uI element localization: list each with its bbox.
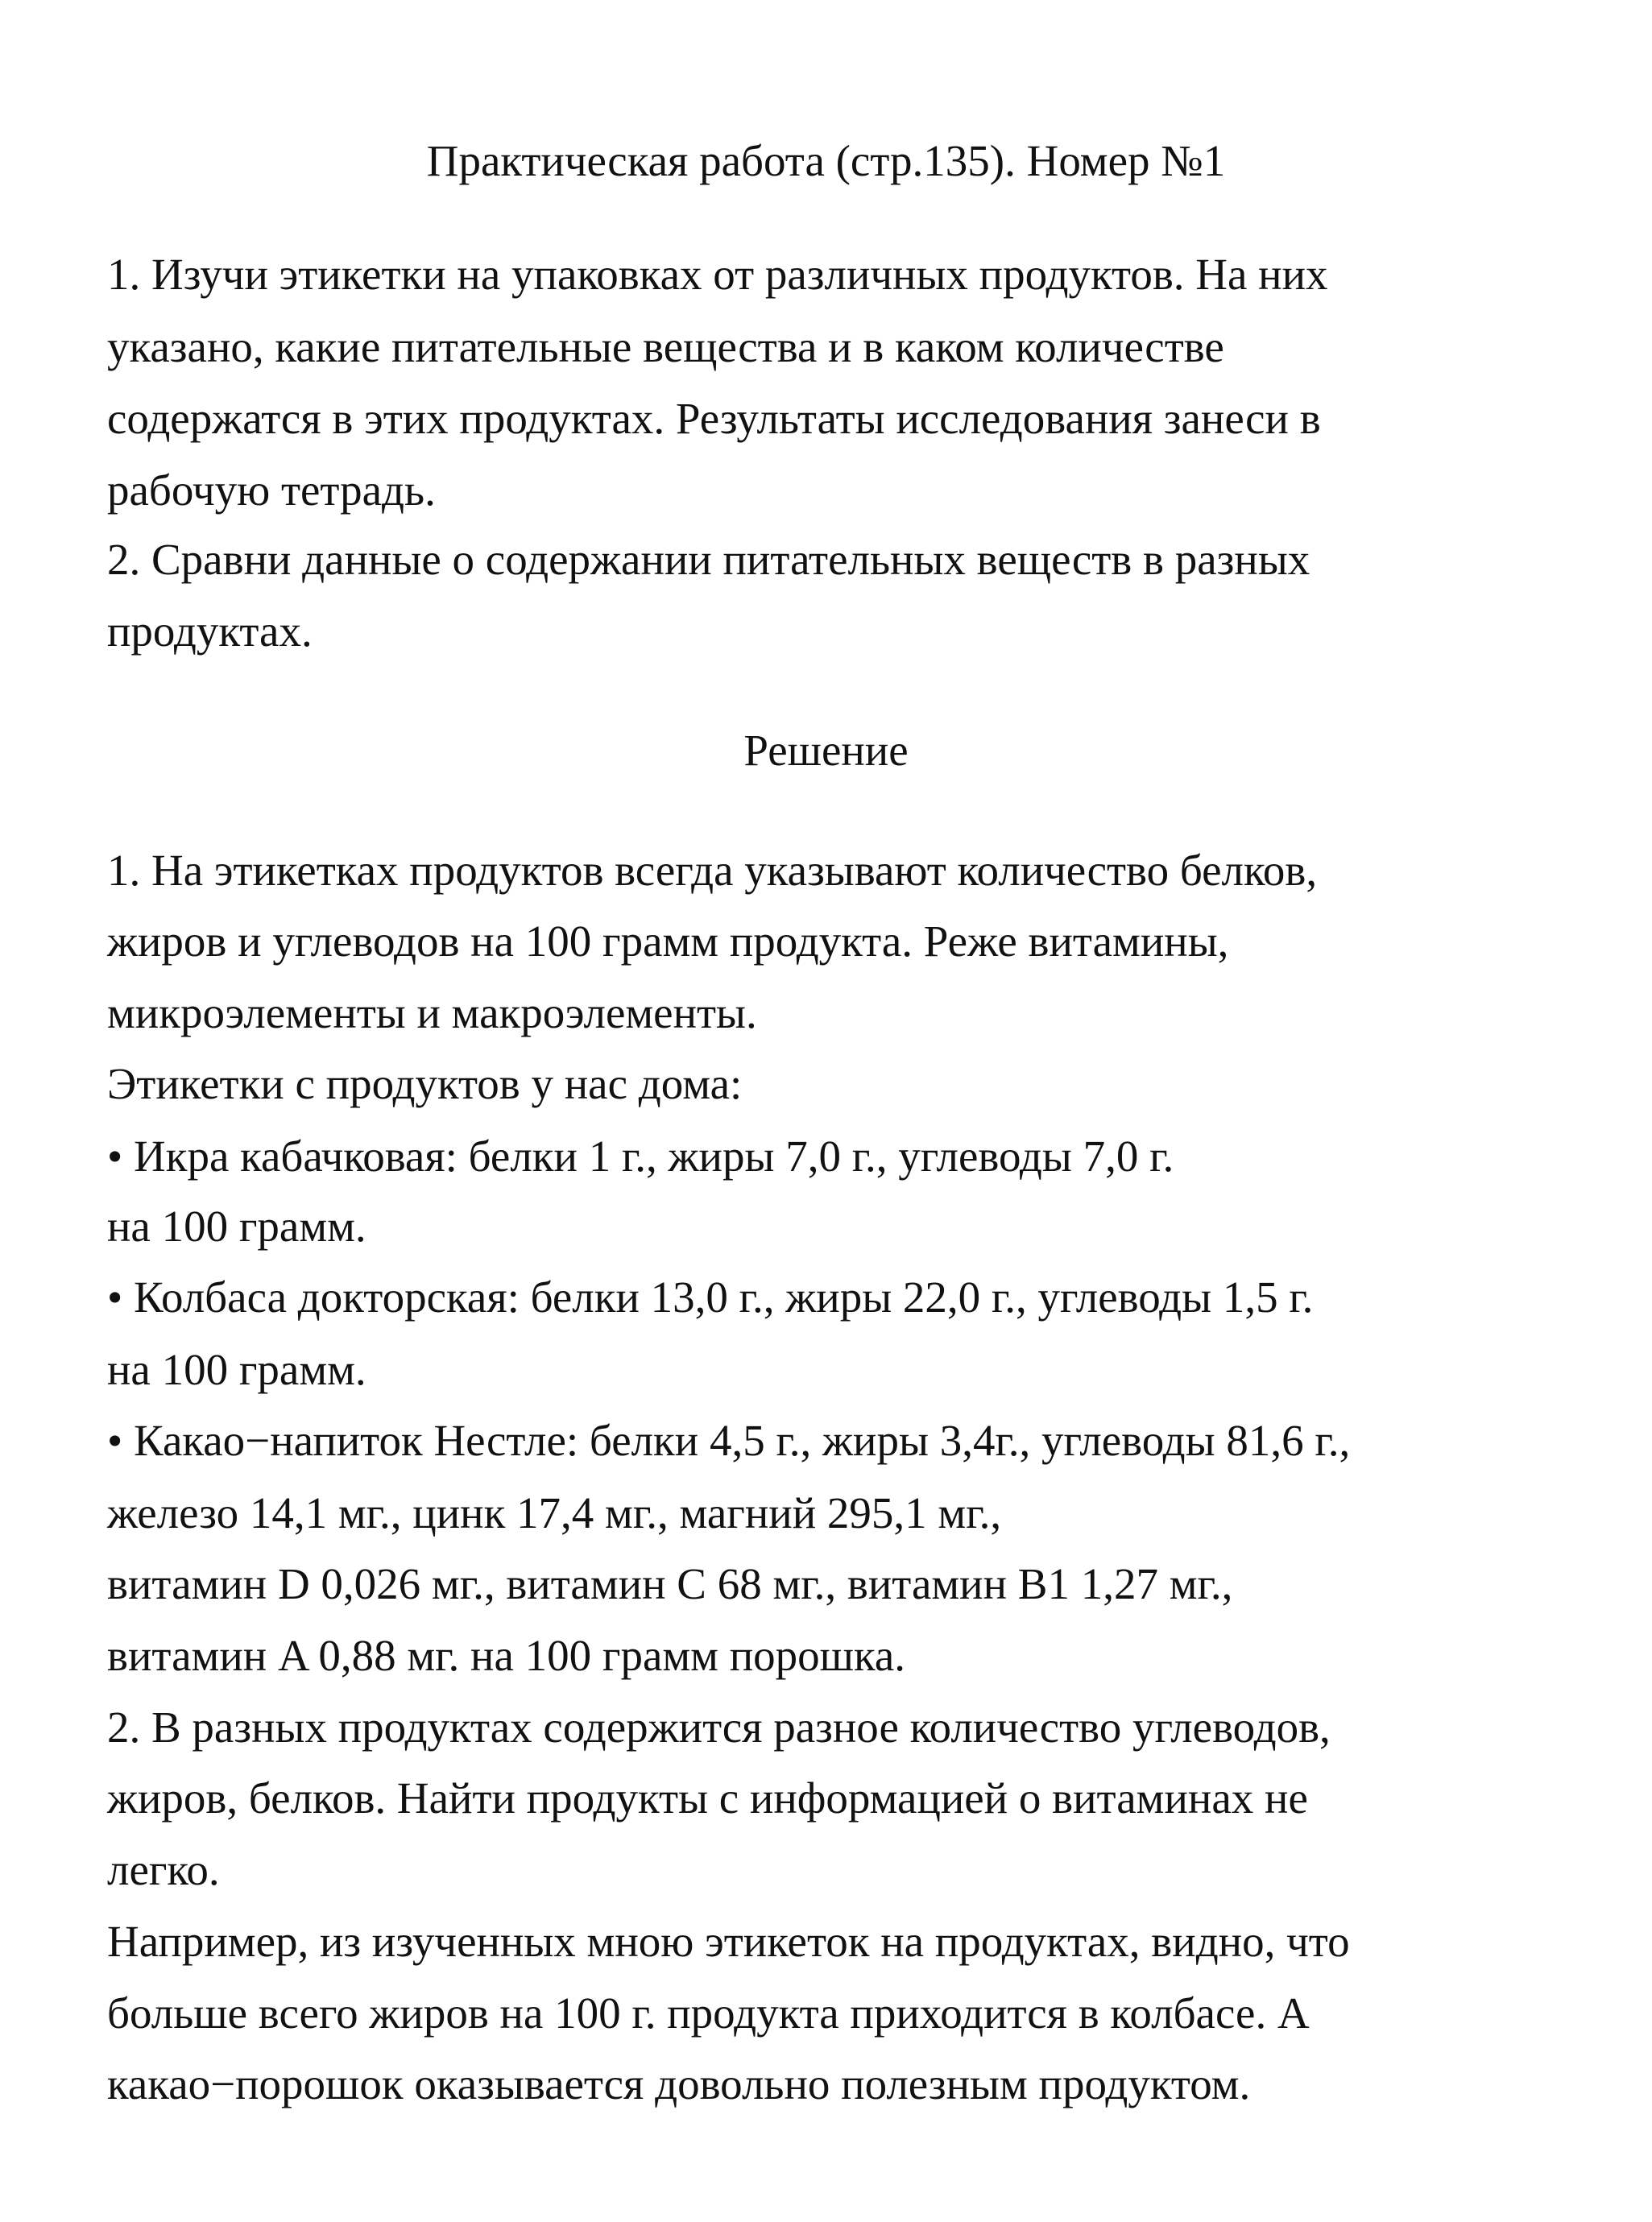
solution-line-14: жиров, белков. Найти продукты с информацией о витаминах не (107, 1773, 1308, 1823)
solution-line-12: витамин A 0,88 мг. на 100 грамм порошка. (107, 1631, 906, 1680)
task-line-6: продуктах. (107, 606, 313, 656)
solution-bullet-2: • Колбаса докторская: белки 13,0 г., жиры 22,0 г., углеводы 1,5 г. (107, 1272, 1314, 1322)
solution-heading: Решение (743, 726, 909, 775)
task-line-2: указано, какие питательные вещества и в каком количестве (107, 322, 1224, 371)
solution-line-4: Этикетки с продуктов у нас дома: (107, 1059, 743, 1108)
solution-line-17: больше всего жиров на 100 г. продукта приходится в колбасе. А (107, 1988, 1310, 2038)
solution-line-6: на 100 грамм. (107, 1202, 366, 1251)
solution-line-8: на 100 грамм. (107, 1345, 366, 1394)
solution-bullet-3: • Какао−напиток Нестле: белки 4,5 г., жиры 3,4г., углеводы 81,6 г., (107, 1416, 1351, 1465)
solution-line-15: легко. (107, 1845, 220, 1894)
task-line-1: 1. Изучи этикетки на упаковках от различных продуктов. На них (107, 250, 1328, 299)
solution-bullet-1: • Икра кабачковая: белки 1 г., жиры 7,0 г., углеводы 7,0 г. (107, 1132, 1174, 1181)
solution-line-2: жиров и углеводов на 100 грамм продукта. Реже витамины, (107, 917, 1229, 966)
solution-line-13: 2. В разных продуктах содержится разное количество углеводов, (107, 1703, 1331, 1752)
solution-line-3: микроэлементы и макроэлементы. (107, 988, 757, 1037)
task-line-5: 2. Сравни данные о содержании питательных веществ в разных (107, 535, 1310, 584)
solution-line-1: 1. На этикетках продуктов всегда указывают количество белков, (107, 846, 1318, 895)
task-line-4: рабочую тетрадь. (107, 466, 436, 515)
task-line-3: содержатся в этих продуктах. Результаты исследования занеси в (107, 394, 1321, 443)
solution-line-16: Например, из изученных мною этикеток на продуктах, видно, что (107, 1917, 1350, 1966)
page-title: Практическая работа (стр.135). Номер №1 (426, 136, 1226, 185)
solution-line-10: железо 14,1 мг., цинк 17,4 мг., магний 295,1 мг., (107, 1488, 1002, 1537)
solution-line-18: какао−порошок оказывается довольно полезным продуктом. (107, 2059, 1251, 2108)
solution-line-11: витамин D 0,026 мг., витамин C 68 мг., витамин B1 1,27 мг., (107, 1559, 1233, 1608)
